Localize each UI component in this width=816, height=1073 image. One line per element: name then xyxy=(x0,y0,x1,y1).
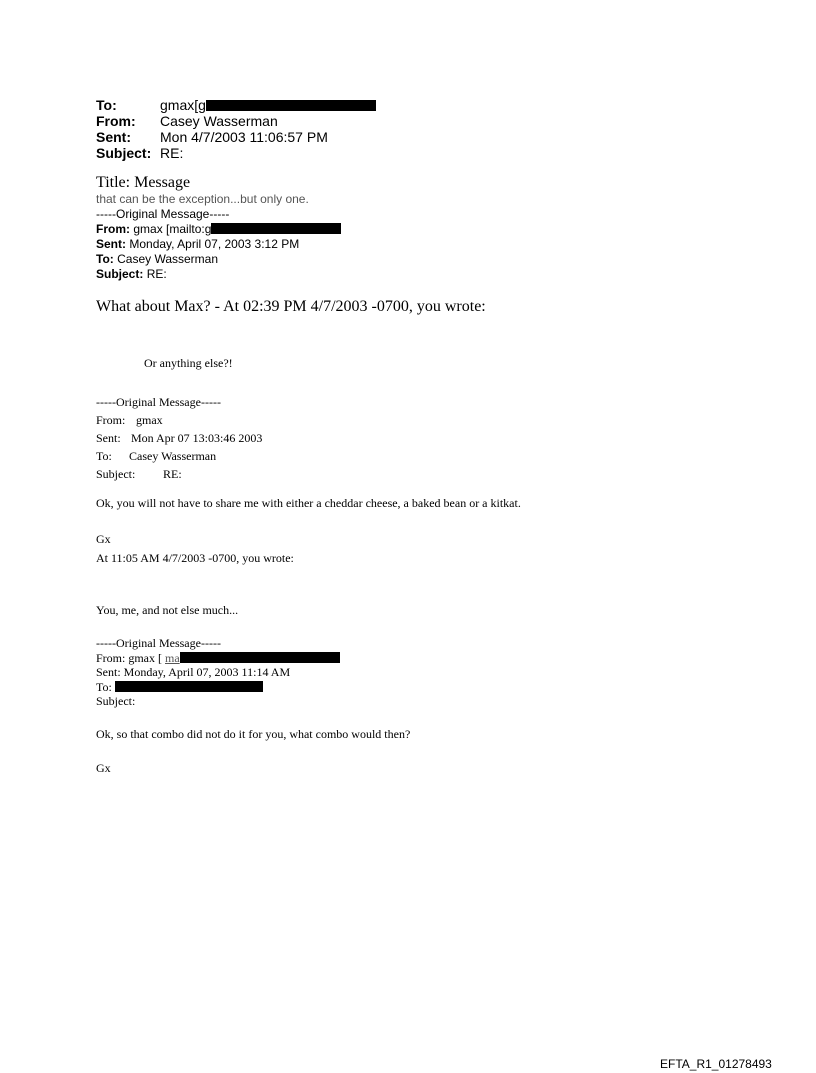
orig3-subject-row xyxy=(96,694,340,709)
orig2-subject-label: Subject: xyxy=(96,467,136,481)
ok-combo-text: Ok, so that combo did not do it for you, what combo would then? xyxy=(96,727,411,741)
orig2-sent-row xyxy=(96,429,262,447)
header-from-label: From: xyxy=(96,113,136,129)
orig3-to-row xyxy=(96,680,340,695)
header-sent-label: Sent: xyxy=(96,129,131,145)
quote-line: What about Max? - At 02:39 PM 4/7/2003 -0700, you wrote: xyxy=(96,298,486,315)
header-from-value: Casey Wasserman xyxy=(160,113,278,129)
signature-gx: Gx xyxy=(96,761,111,775)
orig2-from-label: From: xyxy=(96,413,126,427)
signature-gx: Gx xyxy=(96,532,111,546)
header-sent-row xyxy=(96,129,376,145)
original-message-3 xyxy=(96,636,340,709)
orig3-sent-label: Sent: xyxy=(96,665,121,679)
orig2-subject-value: RE: xyxy=(163,467,182,481)
orig2-to-value: Casey Wasserman xyxy=(129,449,217,463)
header-sent-value: Mon 4/7/2003 11:06:57 PM xyxy=(160,129,328,145)
redaction-bar xyxy=(115,681,263,692)
orig1-sent-row xyxy=(96,237,341,252)
header-to-value: gmax[g xyxy=(160,97,206,113)
orig3-subject-label: Subject: xyxy=(96,694,136,708)
original-message-1 xyxy=(96,207,341,282)
orig1-sent-label: Sent: xyxy=(96,237,126,251)
orig2-from-row xyxy=(96,411,262,429)
orig1-from-row xyxy=(96,222,341,237)
separator: -----Original Message----- xyxy=(96,636,221,650)
at-1105-text: At 11:05 AM 4/7/2003 -0700, you wrote: xyxy=(96,551,294,565)
document-id: EFTA_R1_01278493 xyxy=(660,1057,772,1071)
orig3-from-row xyxy=(96,651,340,666)
header-subject-label: Subject: xyxy=(96,145,152,161)
header-to-label: To: xyxy=(96,97,117,113)
redaction-bar xyxy=(211,223,341,234)
redaction-bar xyxy=(206,100,376,111)
orig2-to-row xyxy=(96,447,262,465)
orig3-from-value: gmax [ xyxy=(128,650,162,665)
ok-share-text: Ok, you will not have to share me with either a cheddar cheese, a baked bean or a kitkat. xyxy=(96,496,521,510)
orig2-sent-label: Sent: xyxy=(96,431,121,445)
orig3-sent-row xyxy=(96,665,340,680)
original-message-2 xyxy=(96,393,262,483)
header-from-row xyxy=(96,113,376,129)
orig1-subject-value: RE: xyxy=(146,267,167,281)
orig1-sent-value: Monday, April 07, 2003 3:12 PM xyxy=(129,237,300,251)
orig3-from-label: From: xyxy=(96,650,126,665)
orig3-sent-value: Monday, April 07, 2003 11:14 AM xyxy=(123,665,291,679)
email-header xyxy=(96,97,376,161)
orig3-to-label: To: xyxy=(96,679,112,694)
orig1-to-value: Casey Wasserman xyxy=(117,252,219,266)
orig1-to-label: To: xyxy=(96,252,114,266)
header-subject-row xyxy=(96,145,376,161)
separator: -----Original Message----- xyxy=(96,207,230,221)
separator: -----Original Message----- xyxy=(96,395,221,409)
title-line: Title: Message xyxy=(96,174,191,191)
orig2-subject-row xyxy=(96,465,262,483)
header-to-row xyxy=(96,97,376,113)
orig2-sent-value: Mon Apr 07 13:03:46 2003 xyxy=(131,431,263,445)
orig1-from-value: gmax [mailto:g xyxy=(133,222,212,236)
reply-text: that can be the exception...but only one. xyxy=(96,192,309,206)
redaction-bar xyxy=(180,652,340,663)
orig3-mailto-link[interactable]: ma xyxy=(165,650,180,665)
you-me-text: You, me, and not else much... xyxy=(96,603,239,617)
orig1-subject-row xyxy=(96,267,341,282)
anything-else-text: Or anything else?! xyxy=(144,356,233,370)
header-subject-value: RE: xyxy=(160,145,184,161)
orig2-from-value: gmax xyxy=(136,413,163,427)
orig2-to-label: To: xyxy=(96,449,112,463)
orig1-from-label: From: xyxy=(96,222,130,236)
orig1-subject-label: Subject: xyxy=(96,267,144,281)
orig1-to-row xyxy=(96,252,341,267)
